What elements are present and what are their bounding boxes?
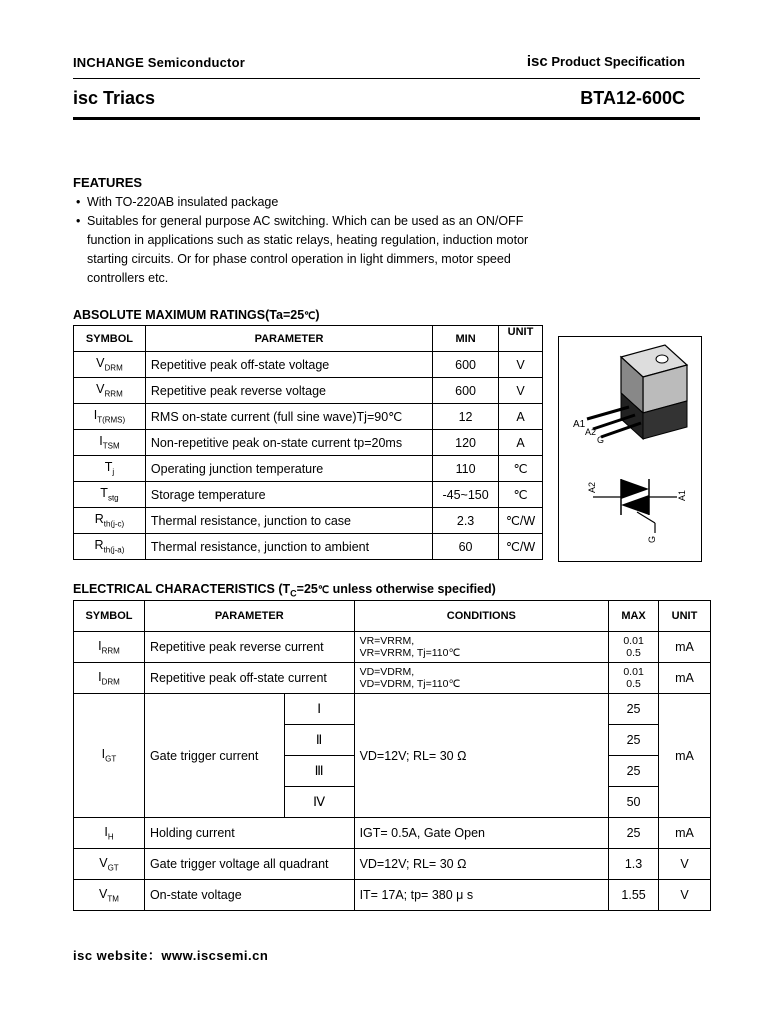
max-cell: 50 xyxy=(609,787,659,818)
symbol-cell xyxy=(74,430,146,456)
unit-cell: V xyxy=(659,880,711,911)
ec-heading: ELECTRICAL CHARACTERISTICS ($T_C=25℃$ unless otherwise specified) xyxy=(73,582,496,599)
symbol-sub: th(j-c) xyxy=(103,519,125,529)
package-diagram xyxy=(558,336,702,562)
value-cell: -45~150 xyxy=(433,482,499,508)
symbol-text: I xyxy=(104,824,108,839)
conditions-cell: IGT= 0.5A, Gate Open xyxy=(354,818,609,849)
amr-row xyxy=(74,378,543,404)
conditions-cell: IT= 17A; tp= 380 μ s xyxy=(354,880,609,911)
pin-label-g: G xyxy=(597,435,605,445)
amr-row xyxy=(74,534,543,560)
ec-row-vgt xyxy=(74,849,711,880)
symbol-text: V xyxy=(99,886,108,901)
amr-row xyxy=(74,352,543,378)
parameter-cell: Gate trigger voltage all quadrant xyxy=(144,849,354,880)
symbol-sub: th(j-a) xyxy=(103,545,125,555)
symbol-cell xyxy=(74,663,145,694)
ec-row-ih xyxy=(74,818,711,849)
feature-item: • Suitables for general purpose AC switching. Which can be used as an ON/OFF function in applications such as static relays, heating regulation, induction motor starting circuits. Or for phase control operation in light dimmers, motor speed controllers etc. xyxy=(76,212,546,288)
quadrant-cell: Ⅲ xyxy=(284,756,354,787)
symbol-sub: DRM xyxy=(101,677,120,687)
symbol-cell xyxy=(74,456,146,482)
company-name: INCHANGE Semiconductor xyxy=(73,55,245,70)
amr-row xyxy=(74,456,543,482)
symbol-text: I xyxy=(98,669,102,684)
symbol-cell xyxy=(74,694,145,818)
symbol-cell xyxy=(74,508,146,534)
parameter-cell: RMS on-state current (full sine wave)Tj=90℃ xyxy=(145,404,432,430)
quadrant-cell: Ⅱ xyxy=(284,725,354,756)
ec-col-parameter: PARAMETER xyxy=(144,601,354,632)
condition-line: VR=VRRM, Tj=110℃ xyxy=(359,647,461,659)
symbol-text: I xyxy=(99,434,103,449)
symbol-cell xyxy=(74,849,145,880)
parameter-cell: Repetitive peak off-state voltage xyxy=(145,352,432,378)
parameter-cell: Repetitive peak off-state current xyxy=(144,663,354,694)
unit-cell: ℃ xyxy=(499,456,543,482)
ec-row-idrm xyxy=(74,663,711,694)
max-line: 0.5 xyxy=(626,647,641,659)
symbol-label-a2: A2 xyxy=(587,481,597,493)
max-cell xyxy=(609,632,659,663)
amr-header-row xyxy=(74,326,543,352)
symbol-cell xyxy=(74,632,145,663)
symbol-sub: T(RMS) xyxy=(97,415,126,425)
symbol-cell xyxy=(74,482,146,508)
unit-cell: V xyxy=(499,352,543,378)
symbol-sub: RRM xyxy=(104,389,123,399)
ec-row-vtm xyxy=(74,880,711,911)
parameter-cell: Operating junction temperature xyxy=(145,456,432,482)
max-cell: 25 xyxy=(609,818,659,849)
symbol-text: T xyxy=(100,486,108,501)
symbol-text: V xyxy=(96,382,105,397)
symbol-text: R xyxy=(94,512,104,527)
features-heading: FEATURES xyxy=(73,175,143,190)
spec-brand: isc xyxy=(526,53,548,70)
spec-text: Product Specification xyxy=(551,54,685,69)
value-cell: 120 xyxy=(433,430,499,456)
symbol-text: R xyxy=(94,538,104,553)
symbol-sub: RRM xyxy=(101,646,120,656)
ec-row-igt-1 xyxy=(74,694,711,725)
ec-row-irrm xyxy=(74,632,711,663)
max-cell: 1.55 xyxy=(609,880,659,911)
symbol-label-g: G xyxy=(647,535,657,543)
symbol-cell xyxy=(74,404,146,430)
max-line: 0.01 xyxy=(623,666,644,678)
symbol-sub: stg xyxy=(107,493,119,503)
symbol-sub: TM xyxy=(107,894,119,904)
doc-title: isc Triacs xyxy=(73,88,156,108)
symbol-cell xyxy=(74,534,146,560)
ec-col-max: MAX xyxy=(609,601,659,632)
max-cell: 25 xyxy=(609,694,659,725)
condition-line: VR=VRRM, xyxy=(359,635,415,647)
symbol-label-a1: A1 xyxy=(677,489,687,501)
package-svg xyxy=(559,337,701,561)
symbol-sub: j xyxy=(112,467,115,477)
ec-table xyxy=(73,600,711,911)
quadrant-cell: Ⅳ xyxy=(284,787,354,818)
amr-col-symbol: SYMBOL xyxy=(74,326,146,352)
parameter-cell: Repetitive peak reverse voltage xyxy=(145,378,432,404)
parameter-cell: Thermal resistance, junction to ambient xyxy=(145,534,432,560)
ec-col-unit: UNIT xyxy=(659,601,711,632)
value-cell: 600 xyxy=(433,378,499,404)
unit-cell: mA xyxy=(659,663,711,694)
symbol-text: V xyxy=(99,855,108,870)
quadrant-cell: Ⅰ xyxy=(284,694,354,725)
max-cell xyxy=(609,663,659,694)
symbol-cell xyxy=(74,378,146,404)
symbol-sub: H xyxy=(107,832,114,842)
value-cell: 60 xyxy=(433,534,499,560)
parameter-cell: Holding current xyxy=(144,818,354,849)
symbol-text: I xyxy=(93,408,98,423)
max-cell: 1.3 xyxy=(609,849,659,880)
conditions-cell xyxy=(354,663,609,694)
symbol-sub: GT xyxy=(105,754,117,764)
max-cell: 25 xyxy=(609,725,659,756)
condition-line: VD=VDRM, xyxy=(359,666,415,678)
amr-col-unit: UNIT xyxy=(499,326,543,352)
unit-cell: mA xyxy=(659,818,711,849)
part-number: BTA12-600C xyxy=(580,88,685,108)
ec-header-row xyxy=(74,601,711,632)
amr-heading: ABSOLUTE MAXIMUM RATINGS(Ta=25℃) xyxy=(73,308,320,322)
symbol-sub: TSM xyxy=(102,441,120,451)
unit-cell: mA xyxy=(659,632,711,663)
value-cell: 110 xyxy=(433,456,499,482)
pin-label-a1: A1 xyxy=(573,419,586,430)
unit-cell: A xyxy=(499,404,543,430)
feature-item: • With TO-220AB insulated package xyxy=(76,193,546,212)
amr-col-parameter: PARAMETER xyxy=(145,326,432,352)
parameter-cell: Repetitive peak reverse current xyxy=(144,632,354,663)
unit-cell: ℃ xyxy=(499,482,543,508)
value-cell: 12 xyxy=(433,404,499,430)
amr-row xyxy=(74,430,543,456)
ec-col-symbol: SYMBOL xyxy=(74,601,145,632)
unit-cell: V xyxy=(499,378,543,404)
unit-cell: ℃/W xyxy=(499,534,543,560)
amr-table xyxy=(73,325,543,560)
symbol-text: I xyxy=(98,638,102,653)
symbol-cell xyxy=(74,880,145,911)
ec-col-conditions: CONDITIONS xyxy=(354,601,609,632)
max-cell: 25 xyxy=(609,756,659,787)
amr-col-min: MIN xyxy=(433,326,499,352)
amr-row xyxy=(74,508,543,534)
symbol-sub: DRM xyxy=(104,363,123,373)
parameter-cell: Thermal resistance, junction to case xyxy=(145,508,432,534)
value-cell: 2.3 xyxy=(433,508,499,534)
features-list xyxy=(76,193,546,288)
max-line: 0.5 xyxy=(626,678,641,690)
website-link[interactable]: isc website：www.iscsemi.cn xyxy=(73,948,269,963)
symbol-text: I xyxy=(101,747,106,762)
amr-row xyxy=(74,404,543,430)
pin-label-a2: A2 xyxy=(585,427,597,437)
spec-label xyxy=(527,53,685,70)
symbol-text: T xyxy=(104,460,113,475)
conditions-cell: VD=12V; RL= 30 Ω xyxy=(354,849,609,880)
unit-cell: A xyxy=(499,430,543,456)
amr-row xyxy=(74,482,543,508)
symbol-text: V xyxy=(96,356,105,371)
condition-line: VD=VDRM, Tj=110℃ xyxy=(359,678,461,690)
unit-cell: ℃/W xyxy=(499,508,543,534)
unit-cell: mA xyxy=(659,694,711,818)
unit-cell: V xyxy=(659,849,711,880)
parameter-cell: On-state voltage xyxy=(144,880,354,911)
title-rule xyxy=(73,117,700,120)
parameter-cell: Storage temperature xyxy=(145,482,432,508)
max-line: 0.01 xyxy=(623,635,644,647)
symbol-cell xyxy=(74,818,145,849)
conditions-cell xyxy=(354,632,609,663)
conditions-cell: VD=12V; RL= 30 Ω xyxy=(354,694,609,818)
symbol-sub: GT xyxy=(107,863,119,873)
value-cell: 600 xyxy=(433,352,499,378)
parameter-cell: Non-repetitive peak on-state current tp=20ms xyxy=(145,430,432,456)
parameter-cell: Gate trigger current xyxy=(144,694,284,818)
header-rule xyxy=(73,78,700,79)
symbol-cell xyxy=(74,352,146,378)
